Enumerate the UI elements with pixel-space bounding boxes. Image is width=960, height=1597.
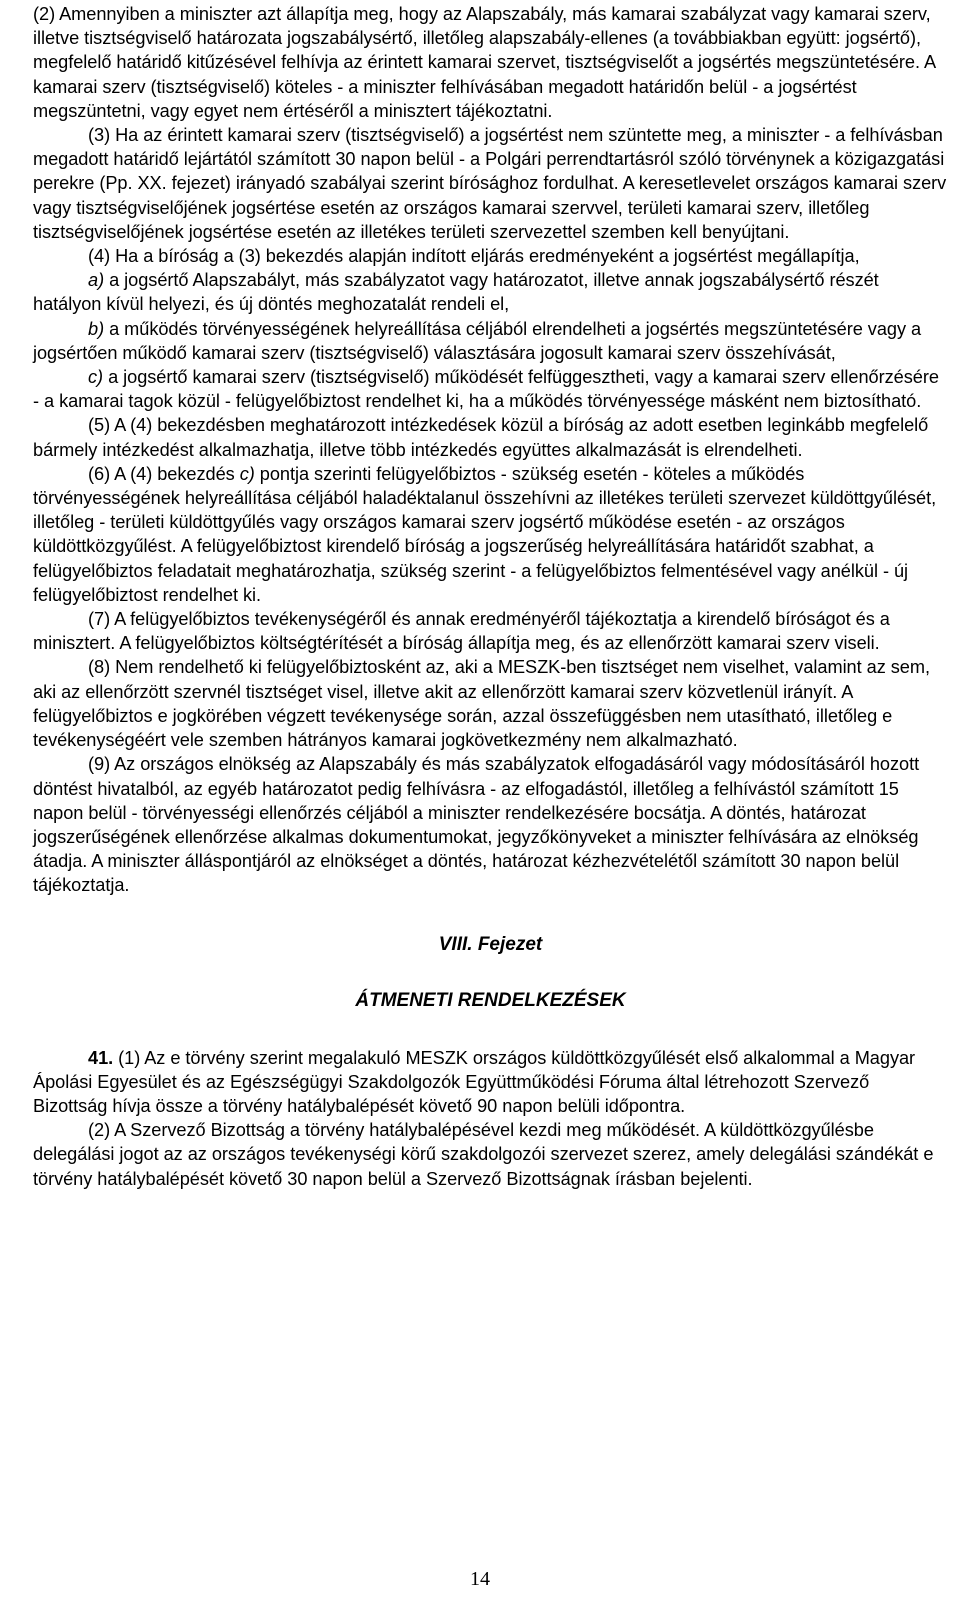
paragraph-text: a működés törvényességének helyreállítása céljából elrendelheti a jogsértés megszüntetésére vagy a jogsértően működő kamarai szerv (tisztségviselő) választására jogosult kamarai szerv összehívását, [33, 318, 922, 363]
section-41-paragraph-1 [33, 1046, 948, 1119]
section-41-paragraph-2: (2) A Szervező Bizottság a törvény hatálybalépésével kezdi meg működését. A küldöttközgyűlésbe delegálási jogot az az országos tevékenységi körű szakdolgozói szervezet szerez, amely delegálási szándékát e törvény hatálybalépését követő 30 napon belül a Szervező Bizottságnak írásban bejelenti. [33, 1120, 934, 1189]
item-marker: b) [88, 318, 105, 339]
paragraph-text: a jogsértő kamarai szerv (tisztségviselő) működését felfüggesztheti, vagy a kamarai szerv ellenőrzésére - a kamarai tagok közül - felügyelőbiztost rendelhet ki, ha a működés törvényessége másként nem biztosítható. [33, 367, 939, 412]
item-marker: a) [88, 270, 105, 291]
paragraph-text: (2) Amennyiben a miniszter azt állapítja meg, hogy az Alapszabály, más kamarai szabályzat vagy kamarai szerv, illetve tisztségviselő határozata jogszabálysértő, illetőleg alapszabály-ellenes (a továbbiakban együtt: jogsértő), megfelelő határidő kitűzésével felhívja az érintett kamarai szervet, tisztségviselőt a jogsértés megszüntetésére. A kamarai szerv (tisztségviselő) köteles - a miniszter felhívásában megadott határidőn belül - a jogsértést megszüntetni, vagy egyet nem értéséről a minisztert tájékoztatni. [33, 4, 936, 121]
paragraph-text: (7) A felügyelőbiztos tevékenységéről és annak eredményéről tájékoztatja a kirendelő bíróságot és a minisztert. A felügyelőbiztos költségtérítését a bíróság állapítja meg, és az ellenőrzött kamarai szerv viseli. [33, 609, 890, 654]
paragraph [33, 317, 948, 365]
paragraph-text: (8) Nem rendelhető ki felügyelőbiztosként az, aki a MESZK-ben tisztséget nem viselhet, valamint az sem, aki az ellenőrzött szervnél tisztséget visel, illetve akit az ellenőrzött kamarai szerv közvetlenül irányít. A felügyelőbiztos e jogkörében végzett tevékenysége során, azzal összefüggésben nem utasítható, illetőleg e tevékenységéért vele szemben hátrányos kamarai jogkövetkezmény nem alkalmazható. [33, 657, 930, 751]
paragraph [33, 365, 948, 413]
paragraph [33, 462, 948, 607]
paragraph-text: (4) Ha a bíróság a (3) bekezdés alapján indított eljárás eredményeként a jogsértést megállapítja, [88, 246, 860, 267]
paragraph-text: (9) Az országos elnökség az Alapszabály és más szabályzatok elfogadásáról vagy módosításáról hozott döntést hivatalból, az egyéb határozatot pedig felhívásra - az elfogadástól, illetőleg a felhívástól számított 15 napon belül - törvényességi ellenőrzés céljából a miniszter rendelkezésére bocsátja. A döntés, határozat jogszerűségének ellenőrzése alkalmas dokumentumokat, jegyzőkönyveket a miniszter felhívására az elnökség átadja. A miniszter álláspontjáról az elnökséget a döntés, határozat kézhezvételétől számított 30 napon belül tájékoztatja. [33, 754, 920, 896]
section-number: 41. [88, 1047, 114, 1068]
item-marker: c) [88, 367, 104, 388]
section-41-text-1: (1) Az e törvény szerint megalakuló MESZK országos küldöttközgyűlését első alkalommal a Magyar Ápolási Egyesület és az Egészségügyi Szakdolgozók Együttműködési Fóruma által létrehozott Szervező Bizottság hívja össze a törvény hatálybalépését követő 90 napon belüli időpontra. [33, 1047, 916, 1116]
item-marker: c) [239, 463, 255, 484]
paragraph-text: a jogsértő Alapszabályt, más szabályzatot vagy határozatot, illetve annak jogszabálysértő részét hatályon kívül helyezi, és új döntés meghozatalát rendeli el, [33, 270, 879, 315]
paragraph [33, 655, 948, 752]
paragraph-text: (5) A (4) bekezdésben meghatározott intézkedések közül a bíróság az adott esetben leginkább megfelelő bármely intézkedést alkalmazhatja, illetve több intézkedés együttes alkalmazását is elrendelheti. [33, 415, 929, 460]
paragraph-text: pontja szerinti felügyelőbiztos - szükség esetén - köteles a működés törvényességének helyreállítása céljából haladéktalanul összehívni az illetékes területi szervezet küldöttgyűlését, illetőleg - területi küldöttgyűlés vagy országos kamarai szerv jogsértő működése esetén - az országos küldöttközgyűlést. A felügyelőbiztost kirendelő bíróság a jogszerűség helyreállítására határidőt szabhat, a felügyelőbiztos feladatait meghatározhatja, szükség szerint - a felügyelőbiztos felmentésével vagy anélkül - új felügyelőbiztost rendelhet ki. [33, 463, 937, 605]
page-number: 14 [470, 1568, 490, 1590]
paragraph [33, 2, 948, 123]
paragraph-text: (3) Ha az érintett kamarai szerv (tisztségviselő) a jogsértést nem szüntette meg, a miniszter - a felhívásban megadott határidő lejártától számított 30 napon belül - a Polgári perrendtartásról szóló törvénynek a közigazgatási perekre (Pp. XX. fejezet) irányadó szabályai szerint bírósághoz fordulhat. A keresetlevelet országos kamarai szerv vagy tisztségviselőjének jogsértése esetén az országos kamarai szervvel, területi kamarai szerv, illetőleg tisztségviselőjének jogsértése esetén az illetékes területi szervezettel szemben kell benyújtani. [33, 125, 947, 242]
chapter-number: VIII. Fejezet [438, 933, 543, 955]
body-paragraphs [33, 2, 948, 898]
paragraph [33, 752, 948, 897]
paragraph-text: (6) A (4) bekezdés [88, 463, 240, 484]
paragraph [33, 413, 948, 461]
paragraph [33, 123, 948, 244]
section-41 [33, 1046, 948, 1191]
paragraph [33, 607, 948, 655]
chapter-title: ÁTMENETI RENDELKEZÉSEK [355, 989, 626, 1011]
paragraph [33, 268, 948, 316]
document-page [33, 2, 948, 1191]
paragraph [33, 244, 948, 268]
